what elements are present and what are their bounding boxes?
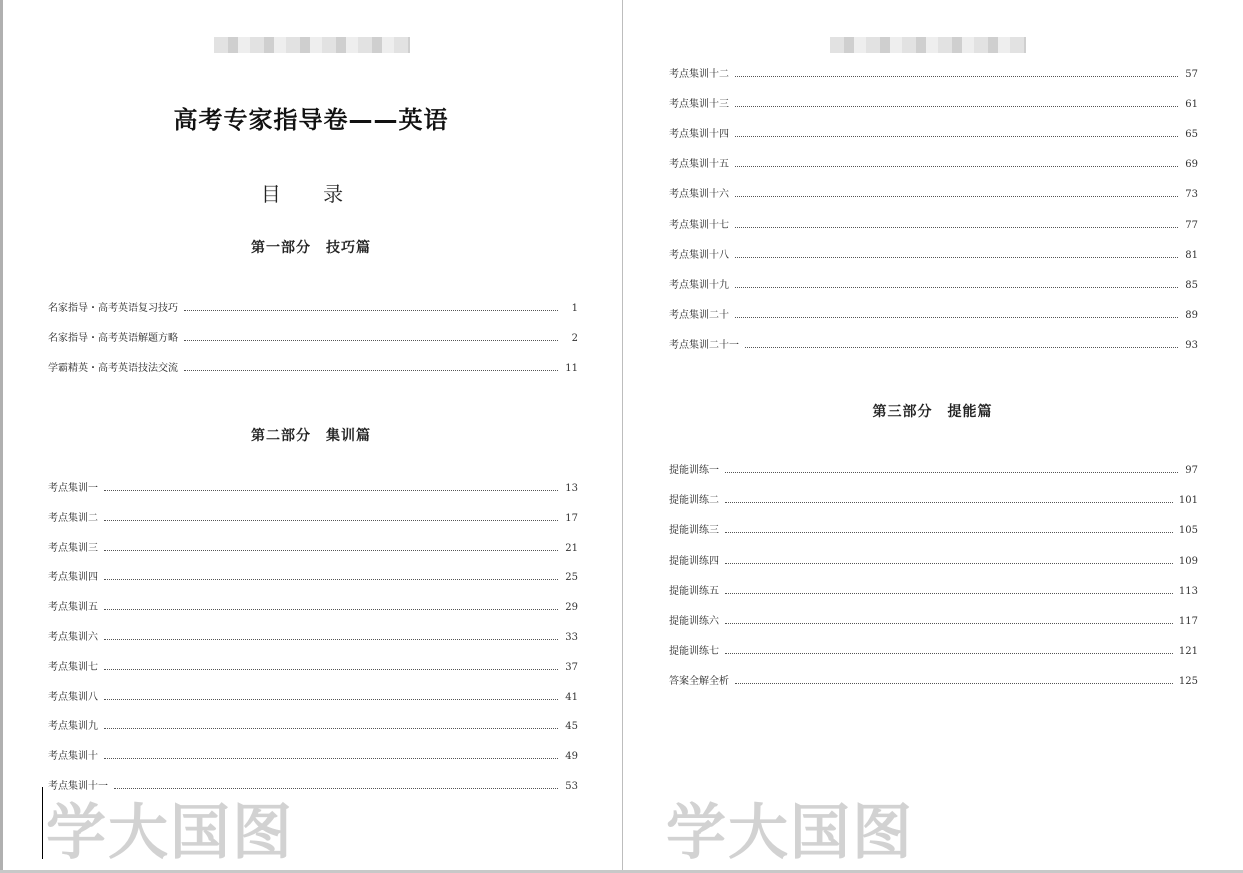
dot-leader <box>735 683 1173 684</box>
dot-leader <box>725 502 1173 503</box>
toc-entry-label: 名家指导・高考英语解题方略 <box>48 333 178 344</box>
part1-heading: 第一部分 技巧篇 <box>251 240 371 256</box>
toc-entry-page: 49 <box>565 751 578 763</box>
toc-entry-page: 1 <box>571 303 578 314</box>
toc-entry-page: 57 <box>1185 69 1198 80</box>
toc-entry-label: 考点集训四 <box>48 572 98 584</box>
dot-leader <box>735 287 1178 288</box>
dot-leader <box>735 227 1178 228</box>
toc-entry-label: 学霸精英・高考英语技法交流 <box>48 363 178 374</box>
toc-entry[interactable] <box>669 645 1198 659</box>
dot-leader <box>725 653 1173 654</box>
toc-entry-page: 121 <box>1178 646 1198 658</box>
watermark: 学大国图 <box>666 798 914 868</box>
toc-entry-page: 21 <box>565 542 578 554</box>
toc-entry-page: 81 <box>1185 249 1198 261</box>
toc-entry-label: 考点集训八 <box>48 691 98 703</box>
toc-entry-page: 109 <box>1178 555 1198 567</box>
toc-entry[interactable] <box>669 675 1198 689</box>
toc-entry[interactable] <box>669 555 1198 569</box>
toc-entry-page: 93 <box>1185 339 1198 351</box>
dot-leader <box>725 623 1173 624</box>
dot-leader <box>104 639 558 640</box>
toc-entry-page: 73 <box>1185 189 1198 201</box>
toc-entry-label: 考点集训一 <box>48 483 98 494</box>
dot-leader <box>104 550 558 551</box>
toc-entry[interactable] <box>669 279 1198 293</box>
dot-leader <box>725 472 1178 473</box>
dot-leader <box>184 310 558 311</box>
toc-entry-label: 考点集训二十一 <box>669 339 739 351</box>
toc-entry[interactable] <box>669 68 1198 82</box>
toc-entry[interactable] <box>669 188 1198 202</box>
dot-leader <box>184 370 558 371</box>
toc-entry[interactable] <box>48 780 578 794</box>
toc-entry-page: 25 <box>565 572 578 584</box>
toc-heading: 目 录 <box>260 182 362 206</box>
toc-entry-label: 考点集训五 <box>48 602 98 614</box>
toc-entry-page: 89 <box>1185 309 1198 321</box>
toc-entry-page: 125 <box>1178 676 1198 688</box>
toc-entry-label: 考点集训二 <box>48 512 98 524</box>
dot-leader <box>725 532 1173 533</box>
toc-entry[interactable] <box>48 542 578 556</box>
toc-entry[interactable] <box>48 571 578 585</box>
toc-entry[interactable] <box>48 750 578 764</box>
dot-leader <box>745 347 1178 348</box>
dot-leader <box>725 563 1173 564</box>
toc-entry-label: 提能训练五 <box>669 585 719 597</box>
dot-leader <box>104 579 558 580</box>
toc-entry-page: 13 <box>565 483 578 494</box>
toc-entry[interactable] <box>48 661 578 675</box>
toc-entry-label: 考点集训十八 <box>669 249 729 261</box>
toc-entry-label: 答案全解全析 <box>669 676 729 688</box>
toc-entry[interactable] <box>48 512 578 526</box>
toc-entry-page: 45 <box>565 721 578 733</box>
toc-entry-page: 101 <box>1178 495 1198 507</box>
dot-leader <box>104 520 558 521</box>
toc-entry-label: 提能训练一 <box>669 465 719 476</box>
toc-entry[interactable] <box>48 601 578 615</box>
toc-entry[interactable] <box>669 309 1198 323</box>
toc-entry-page: 85 <box>1185 279 1198 291</box>
blurred-header <box>214 37 410 53</box>
toc-entry-label: 考点集训九 <box>48 721 98 733</box>
toc-entry[interactable] <box>48 302 578 316</box>
toc-entry[interactable] <box>48 691 578 705</box>
toc-entry-label: 考点集训十 <box>48 751 98 763</box>
toc-entry-label: 考点集训十六 <box>669 189 729 201</box>
part2-heading: 第二部分 集训篇 <box>251 428 371 444</box>
toc-entry-label: 考点集训二十 <box>669 309 729 321</box>
toc-entry-page: 11 <box>565 363 578 374</box>
toc-entry-label: 考点集训十三 <box>669 99 729 111</box>
toc-entry-label: 考点集训十七 <box>669 219 729 231</box>
toc-entry-page: 37 <box>565 661 578 673</box>
dot-leader <box>184 340 558 341</box>
dot-leader <box>735 166 1178 167</box>
page-divider <box>622 0 623 873</box>
dot-leader <box>104 699 558 700</box>
toc-entry-page: 97 <box>1185 465 1198 476</box>
dot-leader <box>735 196 1178 197</box>
toc-entry-page: 29 <box>565 602 578 614</box>
dot-leader <box>104 728 558 729</box>
dot-leader <box>104 758 558 759</box>
toc-entry[interactable] <box>669 158 1198 172</box>
toc-entry[interactable] <box>669 249 1198 263</box>
dot-leader <box>735 317 1178 318</box>
toc-entry-page: 65 <box>1185 129 1198 141</box>
toc-entry-label: 提能训练四 <box>669 555 719 567</box>
toc-entry-page: 105 <box>1178 525 1198 537</box>
toc-entry-label: 提能训练七 <box>669 646 719 658</box>
toc-entry[interactable] <box>48 720 578 734</box>
toc-entry-label: 考点集训十一 <box>48 781 108 792</box>
toc-entry-page: 17 <box>565 512 578 524</box>
toc-entry[interactable] <box>669 128 1198 142</box>
toc-entry-label: 考点集训三 <box>48 542 98 554</box>
blurred-header <box>830 37 1026 53</box>
toc-entry-label: 名家指导・高考英语复习技巧 <box>48 303 178 314</box>
part3-heading: 第三部分 提能篇 <box>872 404 993 420</box>
toc-entry[interactable] <box>669 98 1198 112</box>
toc-entry[interactable] <box>48 332 578 346</box>
text-cursor <box>42 787 43 859</box>
toc-entry-label: 提能训练六 <box>669 616 719 627</box>
toc-entry[interactable] <box>669 585 1198 599</box>
watermark: 学大国图 <box>46 798 294 868</box>
dot-leader <box>104 490 558 491</box>
toc-entry-label: 考点集训十二 <box>669 69 729 80</box>
toc-entry[interactable] <box>669 524 1198 538</box>
toc-entry-page: 117 <box>1178 616 1198 627</box>
toc-entry[interactable] <box>669 464 1198 478</box>
dot-leader <box>735 76 1178 77</box>
toc-entry-page: 77 <box>1185 219 1198 231</box>
dot-leader <box>735 136 1178 137</box>
dot-leader <box>735 257 1178 258</box>
dot-leader <box>114 788 558 789</box>
toc-entry-page: 113 <box>1178 585 1198 597</box>
toc-entry-label: 考点集训六 <box>48 632 98 643</box>
toc-entry[interactable] <box>48 362 578 376</box>
toc-entry-label: 提能训练二 <box>669 495 719 507</box>
toc-entry-label: 考点集训七 <box>48 661 98 673</box>
toc-entry[interactable] <box>48 482 578 496</box>
dot-leader <box>725 593 1173 594</box>
dot-leader <box>104 669 558 670</box>
toc-entry[interactable] <box>669 615 1198 629</box>
dot-leader <box>104 609 558 610</box>
toc-entry-page: 69 <box>1185 159 1198 171</box>
dot-leader <box>735 106 1178 107</box>
toc-entry-label: 考点集训十四 <box>669 129 729 141</box>
toc-entry[interactable] <box>669 219 1198 233</box>
toc-entry-label: 提能训练三 <box>669 525 719 537</box>
toc-entry-label: 考点集训十五 <box>669 159 729 171</box>
toc-entry-page: 53 <box>565 781 578 792</box>
toc-entry-page: 2 <box>571 333 578 344</box>
toc-entry-page: 41 <box>565 691 578 703</box>
toc-entry-label: 考点集训十九 <box>669 279 729 291</box>
toc-entry[interactable] <box>48 631 578 645</box>
toc-entry[interactable] <box>669 339 1198 353</box>
document-title: 高考专家指导卷——英语 <box>173 106 449 134</box>
toc-entry-page: 61 <box>1185 99 1198 111</box>
toc-entry-page: 33 <box>565 632 578 643</box>
toc-entry[interactable] <box>669 494 1198 508</box>
